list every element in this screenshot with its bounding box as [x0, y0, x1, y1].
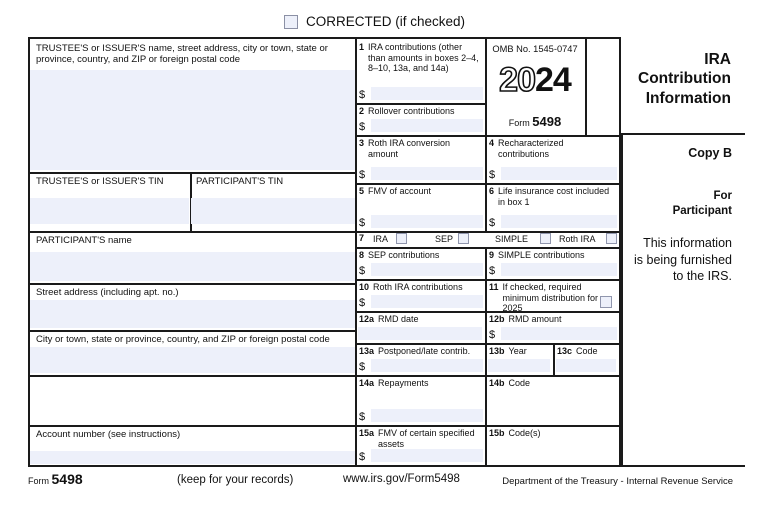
box-4-label: Recharacterized contributions	[498, 138, 564, 159]
irs-url: www.irs.gov/Form5498	[343, 473, 460, 485]
checkbox-simple[interactable]	[540, 233, 551, 244]
dollar-sign: $	[359, 121, 366, 133]
for-participant-label	[673, 189, 732, 219]
box-13c-number: 13c	[557, 346, 573, 356]
street-address-input[interactable]	[30, 300, 355, 328]
street-address-label: Street address (including apt. no.)	[36, 287, 179, 298]
box-8-number: 8	[359, 250, 365, 260]
box-12b-label: RMD amount	[508, 314, 562, 324]
dollar-sign: $	[489, 329, 496, 341]
box-11-label: If checked, required minimum distribution for 2025	[502, 282, 599, 314]
box-13a-amount-input[interactable]	[371, 359, 483, 372]
box-3	[355, 135, 485, 183]
for-word: For	[713, 190, 732, 202]
box-13a-label: Postponed/late contrib.	[378, 346, 471, 356]
box-7	[355, 231, 619, 247]
form-title-line3: Information	[645, 89, 731, 107]
street-address-box	[30, 283, 355, 330]
dollar-sign: $	[489, 169, 496, 181]
box-6-number: 6	[489, 186, 495, 196]
box-10-amount-input[interactable]	[371, 295, 483, 308]
box-5	[355, 183, 485, 231]
box-11	[485, 279, 619, 314]
checkbox-ira[interactable]	[396, 233, 407, 244]
box-3-label: Roth IRA conversion amount	[368, 138, 451, 159]
box-5-label: FMV of account	[368, 186, 432, 196]
box-15b	[485, 425, 619, 465]
box-2-number: 2	[359, 106, 365, 116]
footer-form-5498: 5498	[51, 471, 83, 487]
corrected-checkbox[interactable]	[284, 15, 298, 29]
box-2	[355, 103, 485, 135]
box-9-amount-input[interactable]	[501, 263, 617, 276]
box-12a-label: RMD date	[378, 314, 419, 324]
footer-form-word: Form	[28, 476, 49, 486]
dollar-sign: $	[359, 89, 366, 101]
box-3-amount-input[interactable]	[371, 167, 483, 180]
checkbox-sep[interactable]	[458, 233, 469, 244]
checkbox-rmd-2025[interactable]	[600, 296, 612, 308]
box-12b	[485, 311, 619, 343]
account-number-input[interactable]	[30, 451, 355, 464]
box-4-number: 4	[489, 138, 495, 148]
tax-year-outline: 20	[499, 61, 535, 99]
box-15b-number: 15b	[489, 428, 505, 438]
form-title-line2: Contribution	[638, 70, 731, 88]
box-12b-amount-input[interactable]	[501, 327, 617, 340]
participant-word: Participant	[672, 204, 732, 217]
trustee-tin-input[interactable]	[30, 198, 189, 224]
box-15a-amount-input[interactable]	[371, 449, 483, 462]
dollar-sign: $	[359, 169, 366, 181]
box-14b-label: Code	[508, 378, 531, 388]
omb-number: OMB No. 1545-0747	[492, 44, 578, 54]
box-5-amount-input[interactable]	[371, 215, 483, 228]
box-15a-label: FMV of certain specified assets	[378, 428, 475, 449]
box-13c	[553, 343, 619, 375]
box-8-label: SEP contributions	[368, 250, 440, 260]
dollar-sign: $	[359, 297, 366, 309]
box-1-label: IRA contributions (other than amounts in boxes 2–4, 8–10, 13a, and 14a)	[368, 42, 479, 74]
tax-year-solid: 24	[535, 61, 571, 99]
box-13b-label: Year	[508, 346, 527, 356]
dollar-sign: $	[359, 451, 366, 463]
box-1	[355, 39, 485, 103]
participant-name-label: PARTICIPANT'S name	[36, 235, 132, 246]
box-14a-label: Repayments	[378, 378, 429, 388]
box-6-amount-input[interactable]	[501, 215, 617, 228]
participant-tin-box	[190, 172, 355, 231]
box-6	[485, 183, 619, 231]
box-14a-amount-input[interactable]	[371, 409, 483, 422]
box-2-label: Rollover contributions	[368, 106, 455, 116]
box-15a-number: 15a	[359, 428, 375, 438]
omb-box	[485, 39, 585, 135]
form-number: 5498	[532, 114, 562, 129]
box-14a	[355, 375, 485, 425]
keep-for-records-label: (keep for your records)	[177, 474, 294, 486]
city-label: City or town, state or province, country, and ZIP or foreign postal code	[36, 334, 330, 345]
trustee-tin-box	[30, 172, 190, 231]
box-10	[355, 279, 485, 311]
box-10-number: 10	[359, 282, 370, 292]
box-13b-number: 13b	[489, 346, 505, 356]
box-7-sep-label: SEP	[435, 234, 454, 244]
box-15b-label: Code(s)	[508, 428, 541, 438]
box-4-amount-input[interactable]	[501, 167, 617, 180]
box-13b	[485, 343, 553, 375]
box-13c-code-input[interactable]	[556, 359, 616, 372]
box-9-number: 9	[489, 250, 495, 260]
box-7-number: 7	[359, 233, 365, 243]
box-7-ira-label: IRA	[373, 234, 389, 244]
city-box	[30, 330, 355, 375]
box-1-number: 1	[359, 42, 365, 52]
dollar-sign: $	[359, 411, 366, 423]
tax-year	[485, 61, 585, 100]
box-12b-number: 12b	[489, 314, 505, 324]
box-7-roth-ira-label: Roth IRA	[559, 234, 596, 244]
account-number-box	[30, 425, 355, 465]
box-13c-label: Code	[576, 346, 598, 356]
checkbox-roth-ira[interactable]	[606, 233, 617, 244]
box-9-label: SIMPLE contributions	[498, 250, 585, 260]
dollar-sign: $	[359, 265, 366, 277]
irs-furnish-notice: This information is being furnished to the IRS.	[634, 236, 732, 283]
account-number-label: Account number (see instructions)	[36, 429, 181, 440]
box-12a-date-input[interactable]	[358, 327, 482, 340]
box-14a-number: 14a	[359, 378, 375, 388]
treasury-label: Department of the Treasury - Internal Revenue Service	[502, 476, 733, 487]
participant-name-input[interactable]	[30, 252, 355, 281]
corrected-label: CORRECTED (if checked)	[306, 14, 466, 29]
trustee-info-input[interactable]	[30, 70, 355, 170]
trustee-tin-label: TRUSTEE'S or ISSUER'S TIN	[36, 176, 164, 187]
box-14b-number: 14b	[489, 378, 505, 388]
footer-form-number	[28, 471, 83, 487]
box-13a	[355, 343, 485, 375]
box-14b	[485, 375, 619, 425]
box-5-number: 5	[359, 186, 365, 196]
box-4	[485, 135, 619, 183]
box-11-number: 11	[489, 282, 499, 292]
box-15a	[355, 425, 485, 465]
box-7-simple-label: SIMPLE	[495, 234, 529, 244]
box-8-amount-input[interactable]	[371, 263, 483, 276]
participant-tin-input[interactable]	[191, 198, 355, 224]
participant-tin-label: PARTICIPANT'S TIN	[196, 176, 284, 187]
copy-b-label: Copy B	[688, 146, 732, 160]
box-3-number: 3	[359, 138, 365, 148]
box-12a	[355, 311, 485, 343]
box-12a-number: 12a	[359, 314, 375, 324]
box-9	[485, 247, 619, 279]
trustee-info-label: TRUSTEE'S or ISSUER'S name, street address, city or town, state or province, country, and ZIP or foreign postal code	[36, 43, 328, 66]
participant-name-box	[30, 231, 355, 283]
box-2-amount-input[interactable]	[371, 119, 483, 132]
form-title-line1: IRA	[704, 51, 731, 68]
dollar-sign: $	[489, 265, 496, 277]
city-input[interactable]	[30, 347, 355, 373]
form-grid	[28, 37, 621, 467]
box-10-label: Roth IRA contributions	[373, 282, 463, 292]
box-6-label: Life insurance cost included in box 1	[498, 186, 610, 207]
box-1-amount-input[interactable]	[371, 87, 483, 100]
box-8	[355, 247, 485, 279]
dollar-sign: $	[359, 217, 366, 229]
box-13b-year-input[interactable]	[488, 359, 550, 372]
form-word: Form	[508, 118, 530, 128]
form-number-header	[485, 114, 585, 129]
grid-line	[585, 39, 587, 135]
trustee-info-box	[30, 39, 355, 172]
copy-column	[621, 133, 745, 467]
box-13a-number: 13a	[359, 346, 375, 356]
dollar-sign: $	[489, 217, 496, 229]
dollar-sign: $	[359, 361, 366, 373]
